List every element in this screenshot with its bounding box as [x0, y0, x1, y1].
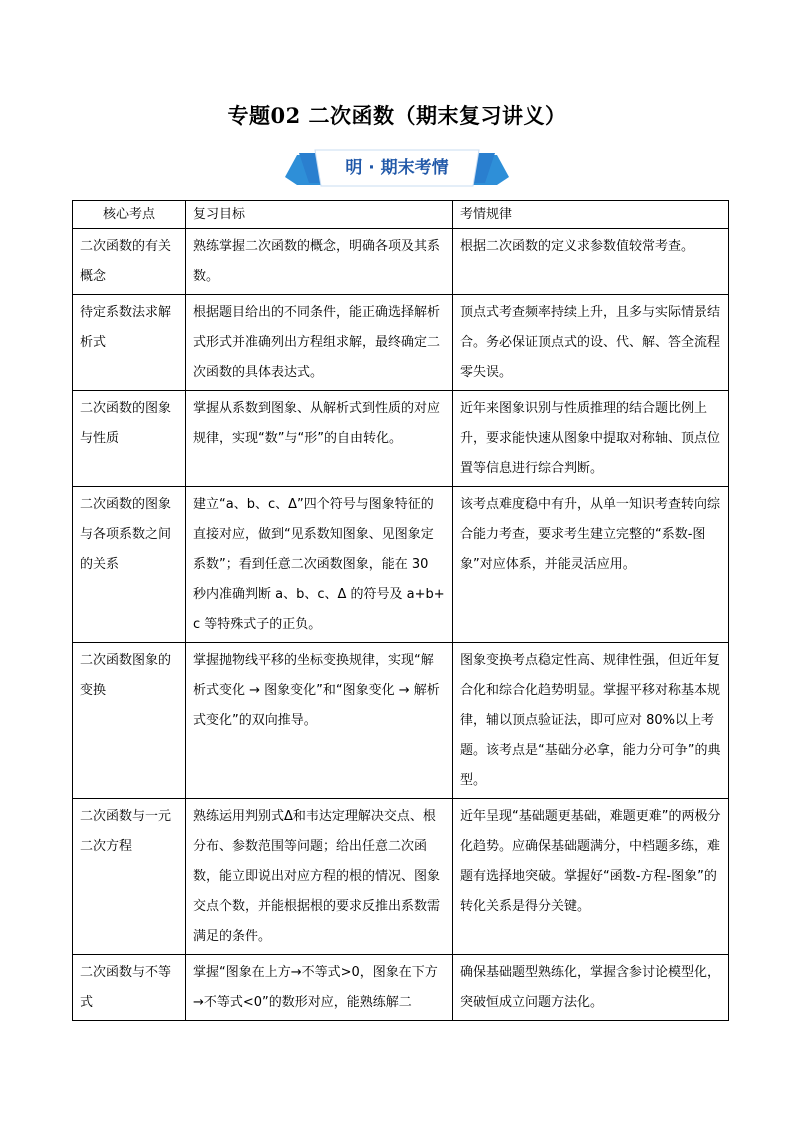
cell-exam-pattern: 近年来图象识别与性质推理的结合题比例上升，要求能快速从图象中提取对称轴、顶点位置等信息进行综合判断。: [453, 391, 729, 487]
cell-exam-pattern: 根据二次函数的定义求参数值较常考查。: [453, 229, 729, 295]
table-row: [73, 391, 729, 487]
table-row: [73, 799, 729, 955]
section-banner: [285, 147, 509, 189]
cell-review-goal: 根据题目给出的不同条件，能正确选择解析式形式并准确列出方程组求解，最终确定二次函数的具体表达式。: [186, 295, 453, 391]
cell-core-topic: 二次函数与不等式: [73, 955, 186, 1021]
cell-exam-pattern: 确保基础题型熟练化，掌握含参讨论模型化，突破恒成立问题方法化。: [453, 955, 729, 1021]
exam-analysis-table: [72, 200, 729, 1021]
cell-exam-pattern: 图象变换考点稳定性高、规律性强，但近年复合化和综合化趋势明显。掌握平移对称基本规律，辅以顶点验证法，即可应对 80%以上考题。该考点是“基础分必拿，能力分可争”的典型。: [453, 643, 729, 799]
cell-exam-pattern: 顶点式考查频率持续上升，且多与实际情景结合。务必保证顶点式的设、代、解、答全流程零失误。: [453, 295, 729, 391]
header-review-goal: 复习目标: [186, 201, 453, 229]
table-header-row: [73, 201, 729, 229]
cell-core-topic: 二次函数的有关概念: [73, 229, 186, 295]
table-row: [73, 643, 729, 799]
cell-review-goal: 掌握抛物线平移的坐标变换规律，实现“解析式变化 → 图象变化”和“图象变化 → 解析式变化”的双向推导。: [186, 643, 453, 799]
cell-core-topic: 二次函数的图象与性质: [73, 391, 186, 487]
table-row: [73, 955, 729, 1021]
table-row: [73, 229, 729, 295]
table-row: [73, 295, 729, 391]
cell-core-topic: 待定系数法求解析式: [73, 295, 186, 391]
cell-review-goal: 掌握从系数到图象、从解析式到性质的对应规律，实现“数”与“形”的自由转化。: [186, 391, 453, 487]
cell-review-goal: 熟练运用判别式Δ和韦达定理解决交点、根分布、参数范围等问题；给出任意二次函数，能立即说出对应方程的根的情况、图象交点个数，并能根据根的要求反推出系数需满足的条件。: [186, 799, 453, 955]
cell-exam-pattern: 近年呈现“基础题更基础，难题更难”的两极分化趋势。应确保基础题满分，中档题多练，难题有选择地突破。掌握好“函数-方程-图象”的转化关系是得分关键。: [453, 799, 729, 955]
header-exam-pattern: 考情规律: [453, 201, 729, 229]
cell-core-topic: 二次函数与一元二次方程: [73, 799, 186, 955]
table-row: [73, 487, 729, 643]
cell-exam-pattern: 该考点难度稳中有升，从单一知识考查转向综合能力考查，要求考生建立完整的“系数-图象”对应体系，并能灵活应用。: [453, 487, 729, 643]
banner-label: 明 · 期末考情: [345, 158, 449, 178]
cell-review-goal: 建立“a、b、c、Δ”四个符号与图象特征的直接对应，做到“见系数知图象、见图象定系数”；看到任意二次函数图象，能在 30 秒内准确判断 a、b、c、Δ 的符号及 a+b+c 等特殊式子的正负。: [186, 487, 453, 643]
cell-core-topic: 二次函数的图象与各项系数之间的关系: [73, 487, 186, 643]
page-title: 专题02 二次函数（期末复习讲义）: [227, 103, 567, 128]
cell-review-goal: 熟练掌握二次函数的概念，明确各项及其系数。: [186, 229, 453, 295]
cell-core-topic: 二次函数图象的变换: [73, 643, 186, 799]
cell-review-goal: 掌握“图象在上方→不等式>0，图象在下方→不等式<0”的数形对应，能熟练解二: [186, 955, 453, 1021]
header-core-topic: 核心考点: [73, 201, 186, 229]
